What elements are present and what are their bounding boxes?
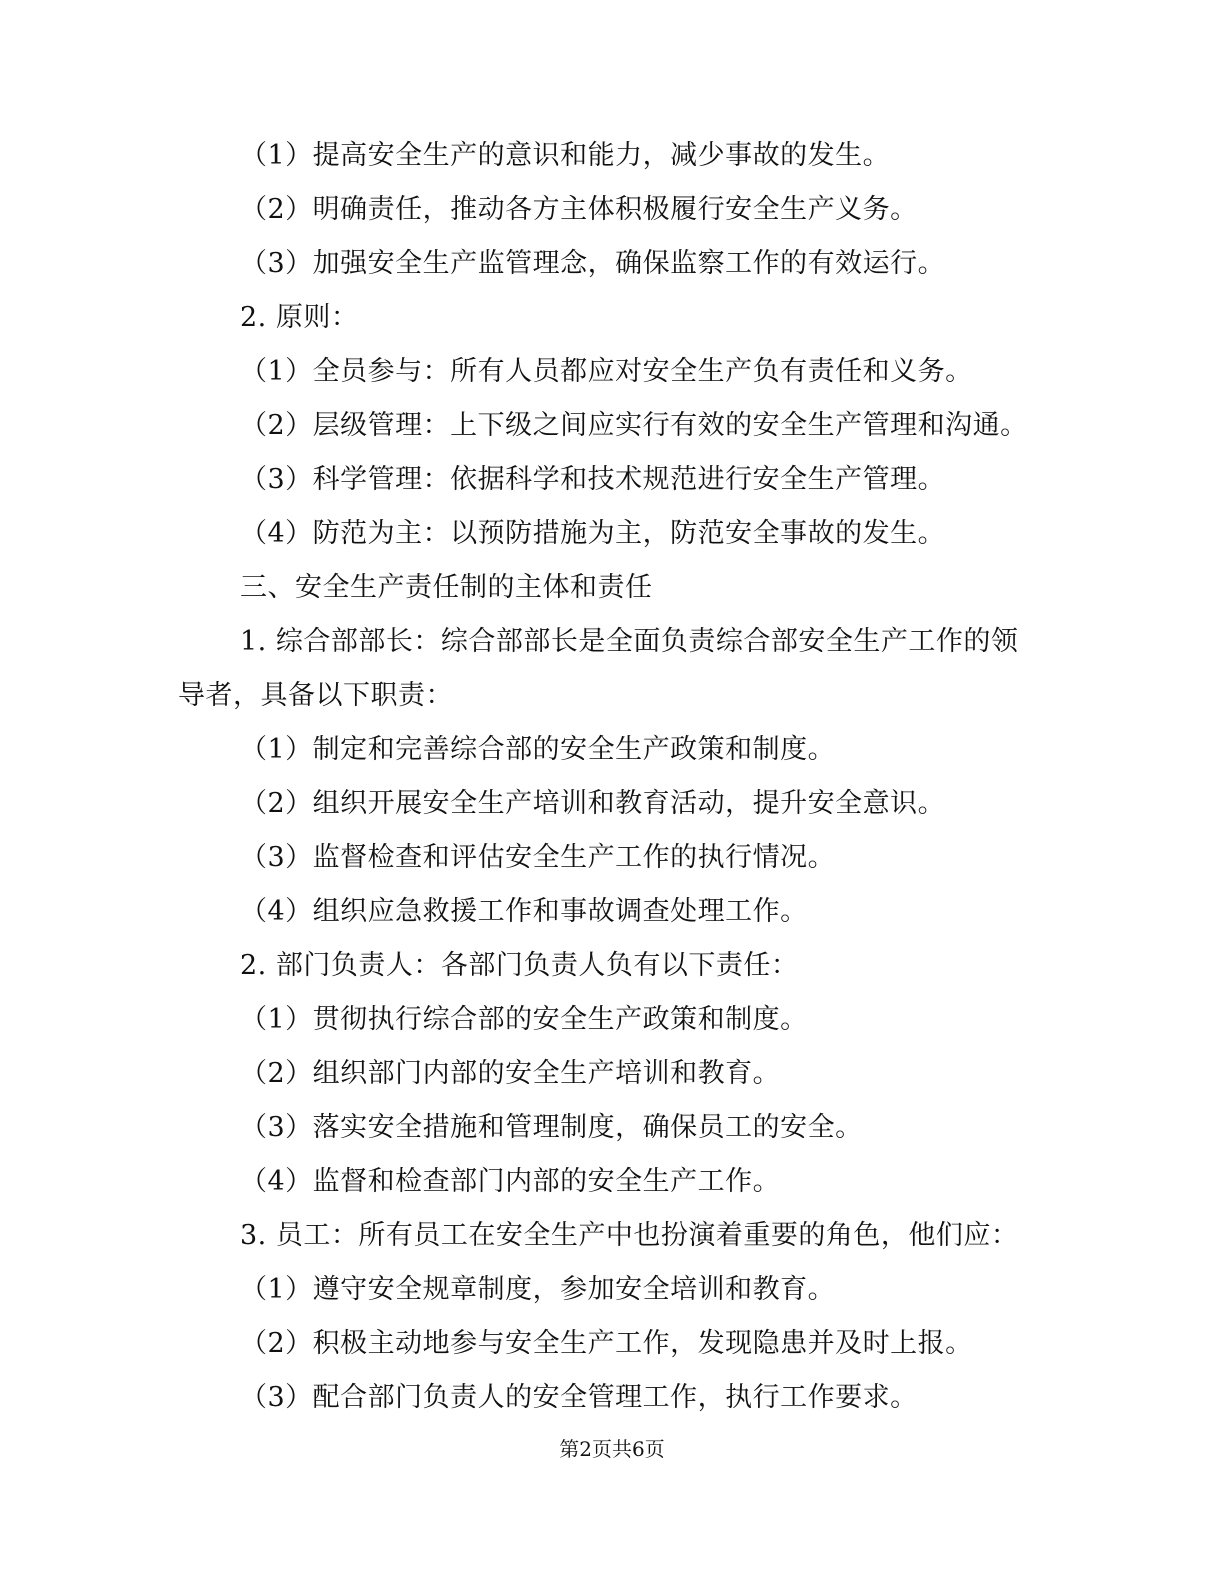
line-1: （1）提高安全生产的意识和能力，减少事故的发生。: [240, 140, 891, 171]
line-22: （1）遵守安全规章制度，参加安全培训和教育。: [240, 1274, 836, 1305]
line-7: （3）科学管理：依据科学和技术规范进行安全生产管理。: [240, 464, 946, 495]
line-17: （1）贯彻执行综合部的安全生产政策和制度。: [240, 1004, 808, 1035]
line-10: 1. 综合部部长：综合部部长是全面负责综合部安全生产工作的领: [240, 626, 1019, 657]
line-13: （2）组织开展安全生产培训和教育活动，提升安全意识。: [240, 788, 946, 819]
line-3: （3）加强安全生产监管理念，确保监察工作的有效运行。: [240, 248, 946, 279]
line-19: （3）落实安全措施和管理制度，确保员工的安全。: [240, 1112, 863, 1143]
line-11: 导者，具备以下职责：: [178, 680, 453, 711]
section-heading-principles: 2. 原则：: [240, 302, 359, 333]
line-5: （1）全员参与：所有人员都应对安全生产负有责任和义务。: [240, 356, 973, 387]
line-18: （2）组织部门内部的安全生产培训和教育。: [240, 1058, 781, 1089]
line-24: （3）配合部门负责人的安全管理工作，执行工作要求。: [240, 1382, 918, 1413]
section-heading-three: 三、安全生产责任制的主体和责任: [240, 572, 653, 603]
line-21: 3. 员工：所有员工在安全生产中也扮演着重要的角色，他们应：: [240, 1220, 1019, 1251]
line-2: （2）明确责任，推动各方主体积极履行安全生产义务。: [240, 194, 918, 225]
line-8: （4）防范为主：以预防措施为主，防范安全事故的发生。: [240, 518, 946, 549]
line-23: （2）积极主动地参与安全生产工作，发现隐患并及时上报。: [240, 1328, 973, 1359]
line-16: 2. 部门负责人：各部门负责人负有以下责任：: [240, 950, 799, 981]
page-number-footer: 第2页共6页: [559, 1437, 665, 1461]
line-12: （1）制定和完善综合部的安全生产政策和制度。: [240, 734, 836, 765]
line-15: （4）组织应急救援工作和事故调查处理工作。: [240, 896, 808, 927]
line-14: （3）监督检查和评估安全生产工作的执行情况。: [240, 842, 836, 873]
line-20: （4）监督和检查部门内部的安全生产工作。: [240, 1166, 781, 1197]
line-6: （2）层级管理：上下级之间应实行有效的安全生产管理和沟通。: [240, 410, 1028, 441]
